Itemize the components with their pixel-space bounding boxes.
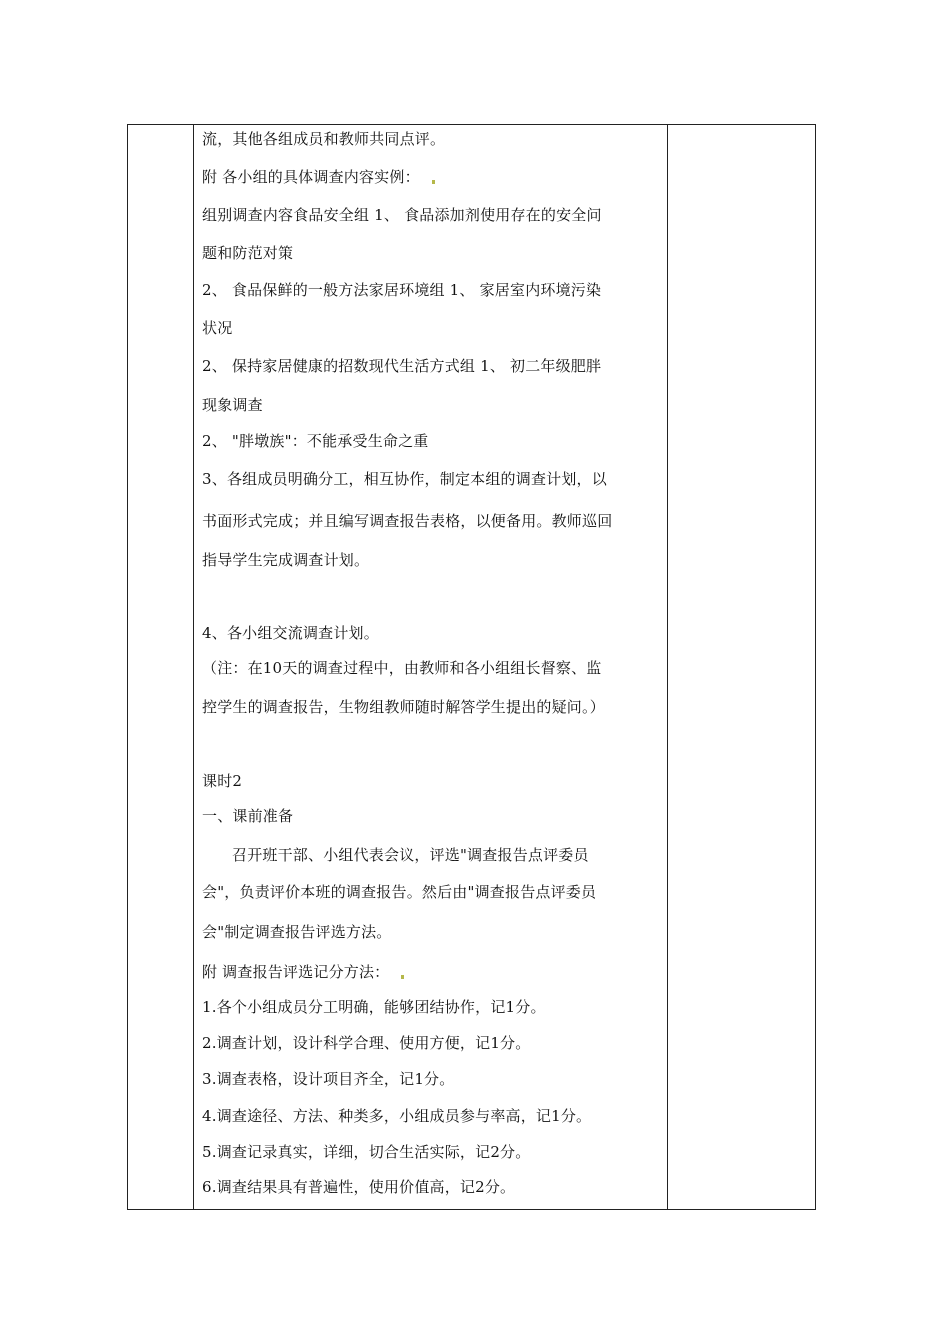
text-line: 2.调查计划，设计科学合理、使用方便，记1分。 <box>202 1034 531 1052</box>
text-line: 题和防范对策 <box>202 244 294 262</box>
text-line: 4.调查途径、方法、种类多，小组成员参与率高，记1分。 <box>202 1107 592 1125</box>
text-line: 4、各小组交流调查计划。 <box>202 624 379 642</box>
text-line: 书面形式完成；并且编写调查报告表格，以便备用。教师巡回 <box>202 512 613 530</box>
text-line: 1.各个小组成员分工明确，能够团结协作，记1分。 <box>202 998 546 1016</box>
text-line: 2、 "胖墩族"：不能承受生命之重 <box>202 432 429 450</box>
content-table <box>127 124 816 1210</box>
text-line: 6.调查结果具有普遍性，使用价值高，记2分。 <box>202 1178 516 1196</box>
scan-dot <box>401 975 404 979</box>
text-line: 会"制定调查报告评选方法。 <box>202 923 392 941</box>
table-cell-left-empty <box>128 125 193 1209</box>
text-line: 2、 食品保鲜的一般方法家居环境组 1、 家居室内环境污染 <box>202 281 602 299</box>
text-line: 一、课前准备 <box>202 807 294 825</box>
text-line: 会"，负责评价本班的调查报告。然后由"调查报告点评委员 <box>202 883 597 901</box>
text-line: 5.调查记录真实，详细，切合生活实际，记2分。 <box>202 1143 531 1161</box>
text-line: 召开班干部、小组代表会议，评选"调查报告点评委员 <box>232 846 589 864</box>
table-divider-left <box>193 125 194 1209</box>
text-line: 指导学生完成调查计划。 <box>202 551 370 569</box>
table-cell-right-empty <box>668 125 815 1209</box>
text-line: 控学生的调查报告，生物组教师随时解答学生提出的疑问。） <box>202 698 605 716</box>
text-line: 课时2 <box>202 772 243 790</box>
text-line: 3、各组成员明确分工，相互协作，制定本组的调查计划，以 <box>202 470 607 488</box>
text-line: 组别调查内容食品安全组 1、 食品添加剂使用存在的安全问 <box>202 206 602 224</box>
text-line: 2、 保持家居健康的招数现代生活方式组 1、 初二年级肥胖 <box>202 357 602 375</box>
text-line: 附 各小组的具体调查内容实例： <box>202 167 435 187</box>
text-line: （注：在10天的调查过程中，由教师和各小组组长督察、监 <box>202 659 602 677</box>
text-line: 3.调查表格，设计项目齐全，记1分。 <box>202 1070 455 1088</box>
text-line: 附 调查报告评选记分方法： <box>202 962 404 982</box>
text-line: 流，其他各组成员和教师共同点评。 <box>202 130 446 148</box>
text-line: 状况 <box>202 319 233 337</box>
scan-dot <box>432 180 435 184</box>
text-line: 现象调查 <box>202 396 263 414</box>
